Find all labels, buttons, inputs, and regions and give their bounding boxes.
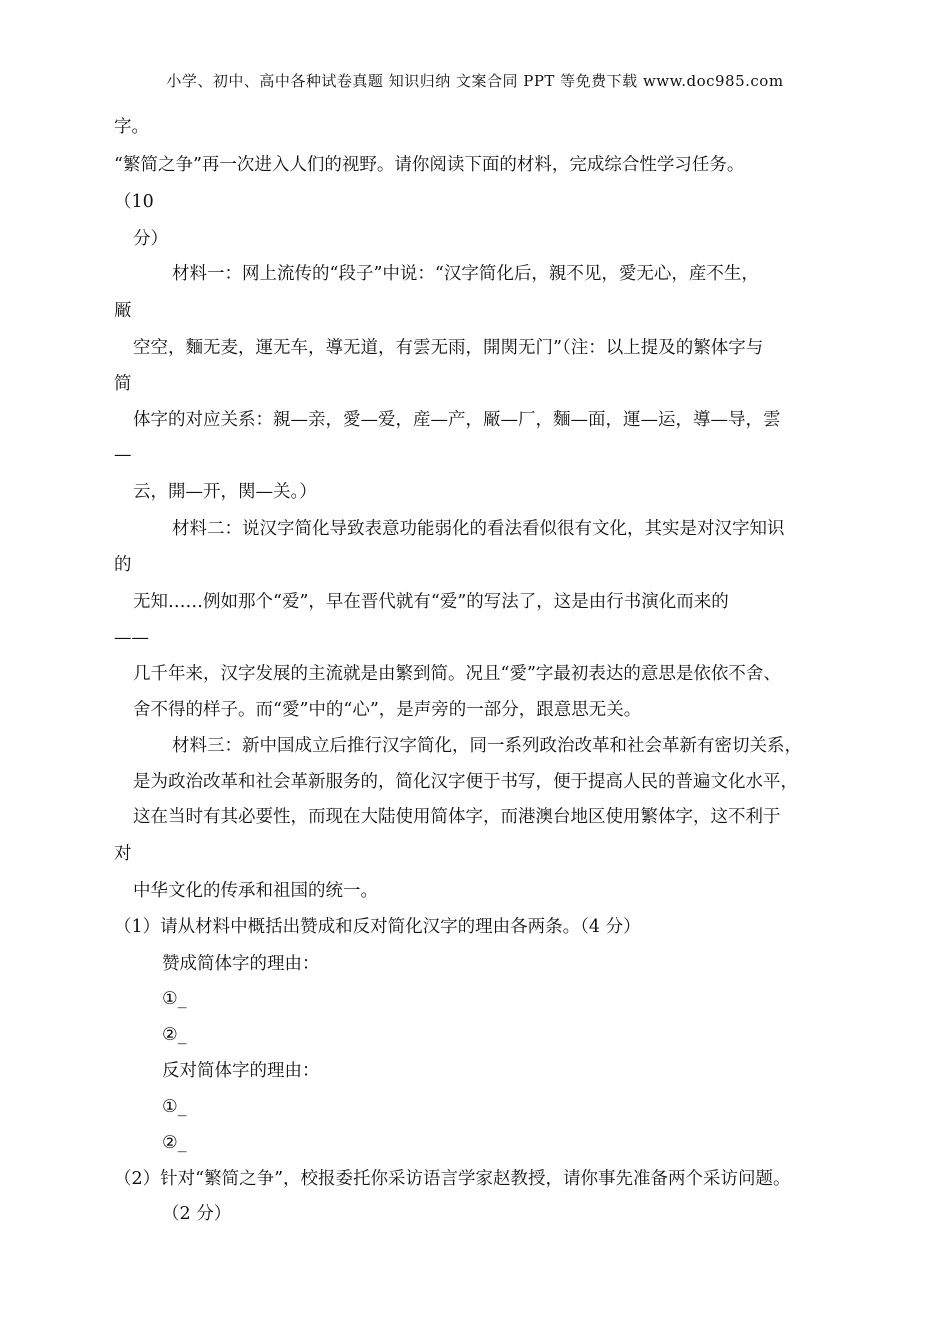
text-line: 无知……例如那个“爱”，早在晋代就有“爱”的写法了，这是由行书演化而来的 [133, 592, 729, 612]
material-1-text: 材料一：网上流传的“段子”中说：“汉字简化后，親不见，愛无心，産不生， [172, 264, 759, 284]
question-1: （1）请从材料中概括出赞成和反对简化汉字的理由各两条。（4 分） [114, 917, 641, 937]
text-line: 云，開—开，関—关。） [133, 482, 317, 502]
material-2-text: 材料二：说汉字简化导致表意功能弱化的看法看似很有文化，其实是对汉字知识 [172, 519, 785, 539]
page-header: 小学、初中、高中各种试卷真题 知识归纳 文案合同 PPT 等免费下载 www.doc985.com [166, 72, 784, 90]
text-line: 几千年来，汉字发展的主流就是由繁到简。况且“愛”字最初表达的意思是依依不舍、 [133, 664, 781, 684]
question-2: （2）针对“繁简之争”，校报委托你采访语言学家赵教授，请你事先准备两个采访问题。 [114, 1169, 791, 1189]
support-heading: 赞成简体字的理由： [162, 954, 320, 974]
text-line: — [114, 445, 132, 465]
text-line: 字。 [114, 117, 149, 137]
text-line: 舍不得的样子。而“愛”中的“心”，是声旁的一部分，跟意思无关。 [133, 700, 642, 720]
text-line: 厰 [114, 301, 132, 321]
text-line: 的 [114, 555, 132, 575]
text-line: 体字的对应关系：親—亲，愛—爱，産—产，厰—厂，麵—面，運—运，導—导，雲 [133, 410, 781, 430]
answer-blank: ①_ [162, 1097, 187, 1117]
oppose-heading: 反对简体字的理由： [162, 1061, 320, 1081]
answer-blank: ②_ [162, 1025, 187, 1045]
text-line: 对 [114, 844, 132, 864]
text-line: 简 [114, 374, 132, 394]
text-line: （10 [114, 192, 154, 212]
material-3-text: 材料三：新中国成立后推行汉字简化，同一系列政治改革和社会革新有密切关系， [172, 736, 802, 756]
text-line: 空空，麵无麦，運无车，導无道，有雲无雨，開関无门”（注：以上提及的繁体字与 [133, 338, 764, 358]
text-line: “繁简之争”再一次进入人们的视野。请你阅读下面的材料，完成综合性学习任务。 [114, 155, 745, 175]
text-line: 这在当时有其必要性，而现在大陆使用简体字，而港澳台地区使用繁体字，这不利于 [133, 807, 781, 827]
answer-blank: ①_ [162, 989, 187, 1009]
text-line: 分） [133, 229, 168, 249]
text-line: 是为政治改革和社会革新服务的，简化汉字便于书写，便于提高人民的普遍文化水平， [133, 772, 798, 792]
text-line: 中华文化的传承和祖国的统一。 [133, 881, 378, 901]
text-line: —— [114, 628, 149, 648]
text-line: （2 分） [162, 1204, 232, 1224]
answer-blank: ②_ [162, 1133, 187, 1153]
